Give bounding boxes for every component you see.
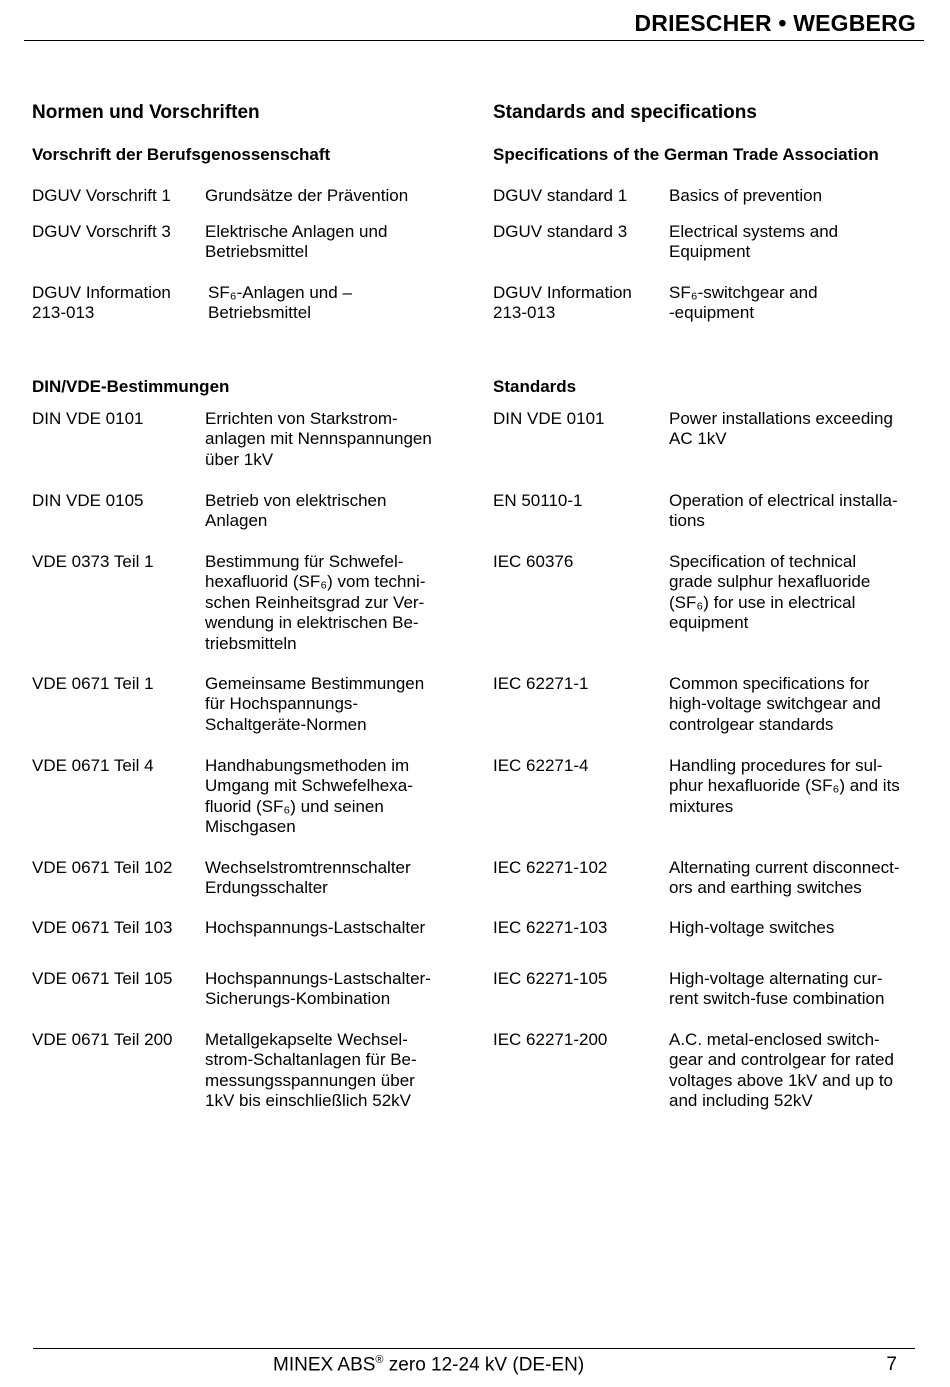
standard-code-en: IEC 62271-105 bbox=[493, 969, 608, 988]
footer-product: MINEX ABS bbox=[273, 1354, 376, 1376]
standard-code-de: VDE 0671 Teil 102 bbox=[32, 858, 173, 877]
standard-code-de: DIN VDE 0105 bbox=[32, 491, 144, 510]
standard-text-en: High-voltage alternating cur- rent switch-fuse combination bbox=[669, 969, 885, 1009]
standard-text-de: Gemeinsame Bestimmungen für Hochspannungs- Schaltgeräte-Normen bbox=[205, 674, 425, 734]
standard-text-en: Specification of technical grade sulphur hexafluoride (SF₆) for use in electrical equipment bbox=[669, 552, 871, 633]
standard-code-en: DGUV Information 213-013 bbox=[493, 283, 632, 323]
standard-code-de: DGUV Vorschrift 3 bbox=[32, 222, 171, 241]
standard-text-de: Betrieb von elektrischen Anlagen bbox=[205, 491, 387, 531]
standard-code-en: IEC 62271-103 bbox=[493, 918, 608, 937]
subsection-title-de: Vorschrift der Berufsgenossenschaft bbox=[32, 145, 331, 164]
standard-text-en: Operation of electrical installa- tions bbox=[669, 491, 898, 531]
standard-text-de: Metallgekapselte Wechsel- strom-Schaltanlagen für Be- messungsspannungen über 1kV bis einschließlich 52kV bbox=[205, 1030, 417, 1111]
header-rule bbox=[24, 40, 924, 41]
registered-mark: ® bbox=[375, 1354, 384, 1366]
subsection-title-en: Specifications of the German Trade Association bbox=[493, 145, 879, 164]
footer-product-rest: zero 12-24 kV (DE-EN) bbox=[383, 1354, 585, 1376]
standard-text-en: Electrical systems and Equipment bbox=[669, 222, 839, 262]
standard-text-en: Common specifications for high-voltage switchgear and controlgear standards bbox=[669, 674, 881, 734]
standard-code-de: VDE 0671 Teil 200 bbox=[32, 1030, 173, 1049]
standard-text-de: Grundsätze der Prävention bbox=[205, 186, 409, 205]
standards-heading: Standards bbox=[493, 377, 577, 396]
standard-code-en: DGUV standard 3 bbox=[493, 222, 628, 241]
standard-text-de: Hochspannungs-Lastschalter bbox=[205, 918, 426, 937]
standard-text-en: Alternating current disconnect- ors and earthing switches bbox=[669, 858, 900, 898]
standard-text-de: SF₆-Anlagen und – Betriebsmittel bbox=[208, 283, 352, 323]
standard-text-de: Elektrische Anlagen und Betriebsmittel bbox=[205, 222, 388, 262]
standard-code-en: DIN VDE 0101 bbox=[493, 409, 605, 428]
standard-code-de: VDE 0671 Teil 103 bbox=[32, 918, 173, 937]
standard-text-de: Wechselstromtrennschalter Erdungsschalter bbox=[205, 858, 411, 898]
standard-text-en: High-voltage switches bbox=[669, 918, 835, 937]
standard-text-de: Hochspannungs-Lastschalter- Sicherungs-Kombination bbox=[205, 969, 431, 1009]
standard-code-en: IEC 60376 bbox=[493, 552, 574, 571]
standard-code-de: DIN VDE 0101 bbox=[32, 409, 144, 428]
section-title-de: Normen und Vorschriften bbox=[32, 102, 260, 123]
page-number: 7 bbox=[886, 1354, 897, 1375]
standard-text-de: Bestimmung für Schwefel- hexafluorid (SF₆) vom techni- schen Reinheitsgrad zur Ver- wendung in elektrischen Be- triebsmitteln bbox=[205, 552, 426, 653]
standard-code-en: IEC 62271-200 bbox=[493, 1030, 608, 1049]
section-title-en: Standards and specifications bbox=[493, 102, 757, 123]
standard-code-de: VDE 0671 Teil 4 bbox=[32, 756, 154, 775]
standard-code-en: EN 50110-1 bbox=[493, 491, 583, 510]
footer-title bbox=[273, 1354, 584, 1376]
standard-code-de: DGUV Information 213-013 bbox=[32, 283, 171, 323]
standard-text-en: Basics of prevention bbox=[669, 186, 823, 205]
standard-code-en: IEC 62271-1 bbox=[493, 674, 589, 693]
standard-text-en: Power installations exceeding AC 1kV bbox=[669, 409, 893, 449]
standard-code-de: VDE 0671 Teil 1 bbox=[32, 674, 154, 693]
standard-text-en: Handling procedures for sul- phur hexafluoride (SF₆) and its mixtures bbox=[669, 756, 900, 816]
brand-header: DRIESCHER • WEGBERG bbox=[634, 10, 916, 36]
standard-code-de: DGUV Vorschrift 1 bbox=[32, 186, 171, 205]
standard-text-en: A.C. metal-enclosed switch- gear and controlgear for rated voltages above 1kV and up to and including 52kV bbox=[669, 1030, 894, 1111]
standard-text-de: Handhabungsmethoden im Umgang mit Schwefelhexa- fluorid (SF₆) und seinen Mischgasen bbox=[205, 756, 413, 837]
standard-text-en: SF₆-switchgear and -equipment bbox=[669, 283, 818, 323]
standard-text-de: Errichten von Starkstrom- anlagen mit Nennspannungen über 1kV bbox=[205, 409, 432, 469]
standard-code-en: IEC 62271-102 bbox=[493, 858, 608, 877]
standard-code-de: VDE 0373 Teil 1 bbox=[32, 552, 154, 571]
standard-code-en: IEC 62271-4 bbox=[493, 756, 589, 775]
footer-rule bbox=[33, 1348, 915, 1349]
standard-code-de: VDE 0671 Teil 105 bbox=[32, 969, 173, 988]
din-vde-heading: DIN/VDE-Bestimmungen bbox=[32, 377, 230, 396]
standard-code-en: DGUV standard 1 bbox=[493, 186, 628, 205]
